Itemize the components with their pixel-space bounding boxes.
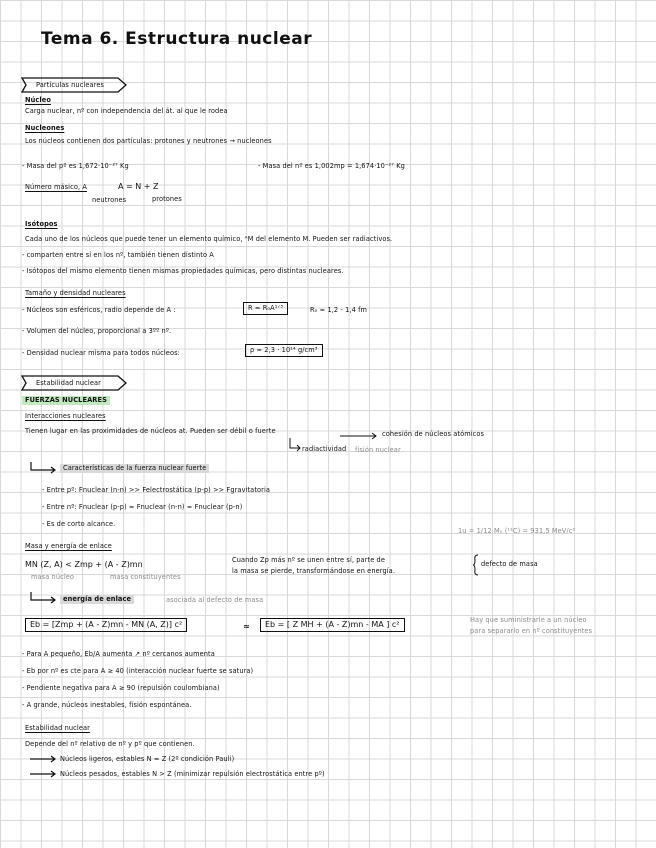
heading-isotopos: Isótopos [25, 220, 58, 228]
arrow-caracteristicas [30, 462, 58, 476]
heading-fuerzas: FUERZAS NUCLEARES [22, 396, 110, 405]
text-estabilidad: Depende del nº relativo de nº y pº que contienen. [25, 740, 195, 748]
isotopos-line-1: Cada uno de los núcleos que puede tener un elemento químico, ᴬM del elemento M. Pueden ser radiactivos. [25, 235, 393, 243]
caract-line-1: - Entre pº: Fnuclear (n-n) >> Felectrostática (p-p) >> Fgravitatoria [42, 486, 271, 494]
heading-energia-enlace: energía de enlace [60, 595, 134, 604]
masa-note-1: Cuando Zp más nº se unen entre sí, parte de [232, 556, 385, 564]
text-cohesion: cohesión de núcleos atómicos [382, 430, 485, 438]
text-nucleones: Los núcleos contienen dos partículas: protones y neutrones → nucleones [25, 137, 272, 145]
side-formula-u: 1u = 1/12 M₀ (¹²C) = 931,5 MeV/c² [458, 527, 576, 535]
arrow-energia [30, 592, 58, 606]
eb-formula-box-2: Eb = [ Z MH + (A - Z)mn - MA ] c² [260, 618, 405, 632]
eb-formula-box-1: Eb = [Zmp + (A - Z)mn - MN (A, Z)] c² [25, 618, 187, 632]
formula-a-sub-z: protones [152, 195, 182, 203]
isotopos-line-3: - Isótopos del mismo elemento tienen mismas propiedades químicas, pero distintas nucleares. [22, 267, 344, 275]
text-nucleo: Carga nuclear, nº con independencia del át. al que le rodea [25, 107, 228, 115]
isotopos-line-2: - comparten entre sí en los nº, también tienen distinto A [22, 251, 214, 259]
tamano-line-1: - Núcleos son esféricos, radio depende de A : [22, 306, 176, 314]
masa-proton: - Masa del pº es 1,672·10⁻²⁷ Kg [22, 162, 129, 170]
masa-formula: MN (Z, A) < Zmp + (A - Z)mn [25, 560, 143, 569]
eb-note-1: Hay que suministrarle a un núcleo [470, 616, 587, 624]
heading-nucleo: Núcleo [25, 96, 51, 104]
masa-sub-constituyentes: masa constituyentes [110, 573, 181, 581]
masa-neutron: - Masa del nº es 1,002mp = 1,674·10⁻²⁷ Kg [258, 162, 405, 170]
estab-pesados: Núcleos pesados, estables N > Z (minimizar repulsión electrostática entre pº) [60, 770, 325, 778]
text-defecto-masa: defecto de masa [481, 560, 538, 568]
densidad-box: ρ ≈ 2,3 · 10¹⁴ g/cm³ [245, 344, 323, 357]
masa-note-2: la masa se pierde, transformándose en energía. [232, 567, 396, 575]
radio-formula-box: R ≈ R₀A¹ᐟ³ [243, 302, 288, 315]
text-energia-enlace: asociada al defecto de masa [166, 596, 264, 604]
approx-symbol: ≈ [243, 622, 250, 631]
masa-sub-nucleo: masa núcleo [31, 573, 75, 581]
arrow-radiactividad [288, 438, 302, 452]
caract-line-2: - Entre nº: Fnuclear (p-p) ≈ Fnuclear (n-n) ≈ Fnuclear (p-n) [42, 503, 243, 511]
heading-caracteristicas: Características de la fuerza nuclear fuerte [60, 464, 209, 473]
text-interacciones: Tienen lugar en las proximidades de núcleos at. Pueden ser débil o fuerte [25, 427, 276, 435]
eb-list-2: - Eb por nº es cte para A ≥ 40 (interacción nuclear fuerte se satura) [22, 667, 254, 675]
radio-r0: R₀ ≈ 1,2 - 1,4 fm [310, 306, 368, 314]
brace-defecto [473, 554, 479, 576]
eb-list-3: - Pendiente negativa para A ≥ 90 (repulsión coulombiana) [22, 684, 220, 692]
section-tag-particulas: Partículas nucleares [36, 81, 105, 89]
heading-nucleones: Nucleones [25, 124, 65, 132]
eb-list-4: - A grande, núcleos inestables, fisión espontánea. [22, 701, 192, 709]
heading-masa-energia: Masa y energía de enlace [25, 542, 112, 550]
formula-a-sub-n: neutrones [92, 196, 127, 204]
heading-tamano: Tamaño y densidad nucleares [25, 289, 126, 297]
eb-list-1: - Para A pequeño, Eb/A aumenta ↗ nº cercanos aumenta [22, 650, 215, 658]
tamano-line-3: - Densidad nuclear misma para todos núcleos: [22, 349, 180, 357]
heading-estabilidad: Estabilidad nuclear [25, 724, 90, 732]
numero-masico-label: Número másico, A [25, 183, 87, 191]
heading-interacciones: Interacciones nucleares [25, 412, 106, 420]
text-radiactividad: radiactividad [302, 445, 347, 453]
arrow-cohesion [340, 432, 380, 440]
arrow-ligeros [30, 754, 58, 764]
section-tag-estabilidad: Estabilidad nuclear [36, 379, 101, 387]
eb-note-2: para separarlo en nº constituyentes [470, 627, 593, 635]
page-title: Tema 6. Estructura nuclear [41, 29, 313, 49]
tamano-line-2: - Volumen del núcleo, proporcional a 3ºº nº. [22, 327, 172, 335]
estab-ligeros: Núcleos ligeros, estables N ≈ Z (2º condición Pauli) [60, 755, 235, 763]
formula-a: A = N + Z [118, 182, 159, 191]
caract-line-3: - Es de corto alcance. [42, 520, 116, 528]
arrow-pesados [30, 769, 58, 779]
text-fision: fisión nuclear [355, 446, 401, 454]
